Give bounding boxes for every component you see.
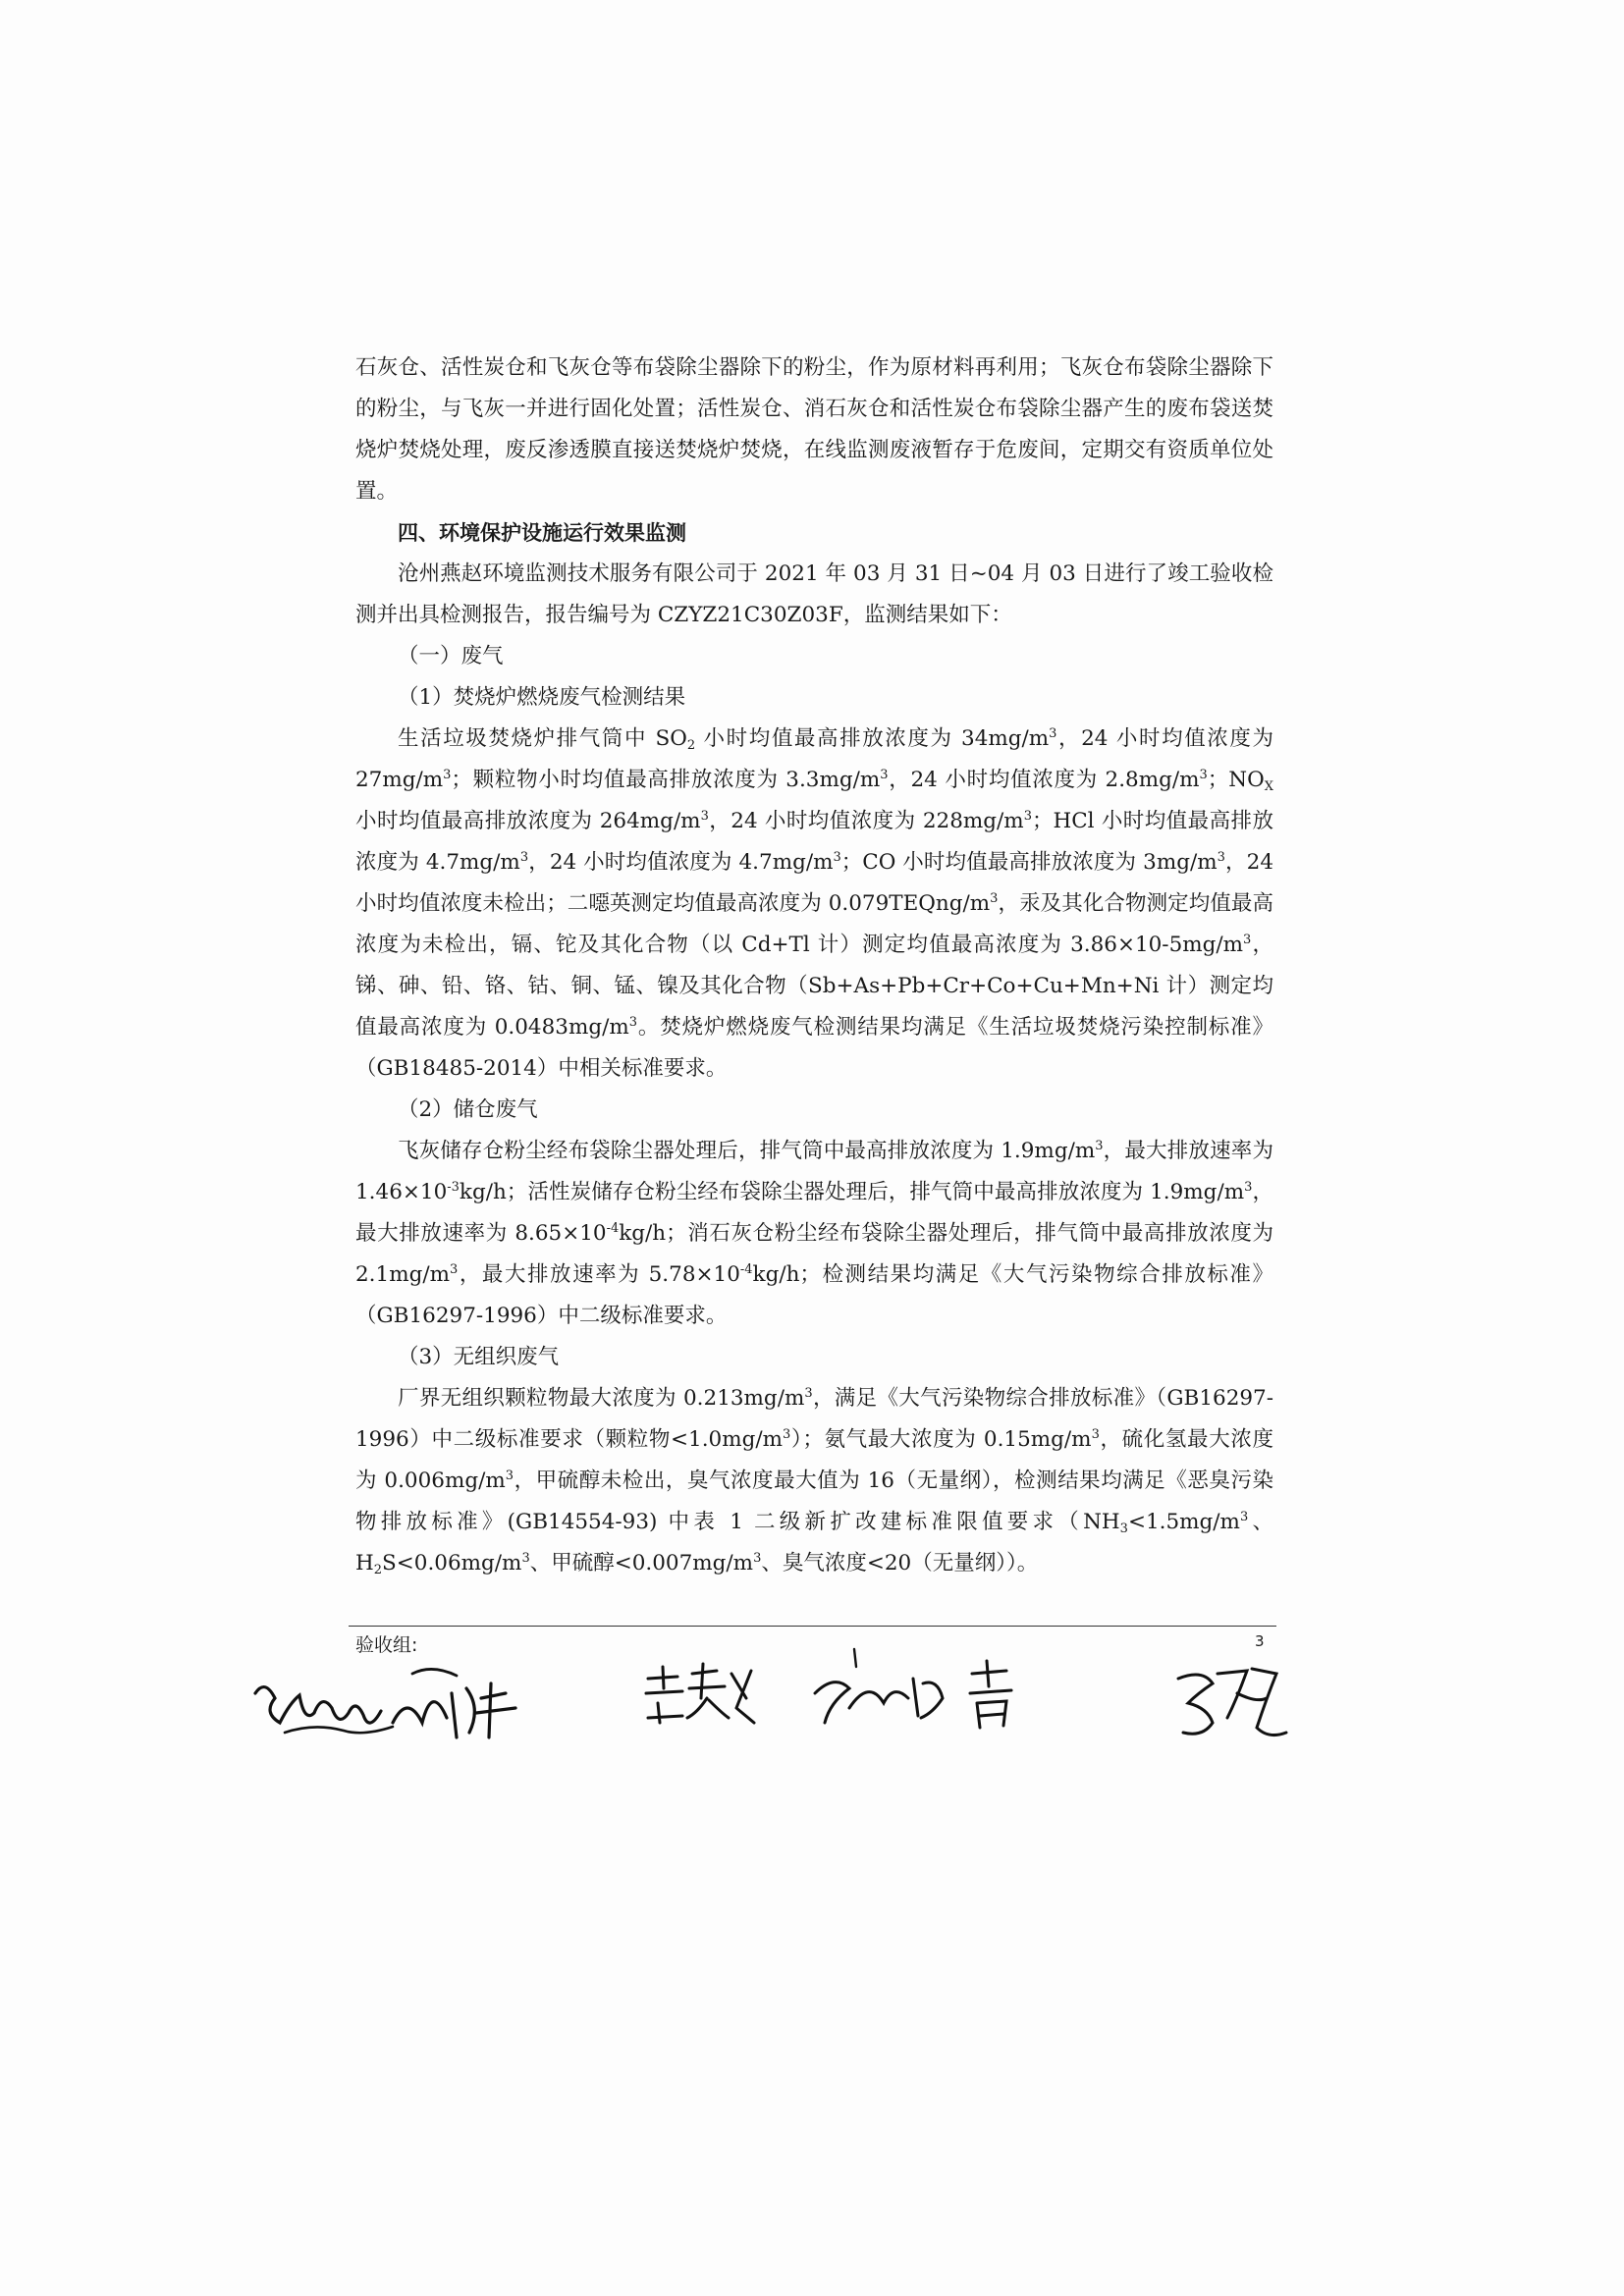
subheading-incinerator: （1）焚烧炉燃烧废气检测结果 <box>398 685 686 710</box>
paragraph-storage-results: 飞灰储存仓粉尘经布袋除尘器处理后，排气筒中最高排放浓度为 $1.9mg/m^3$，最大排放速率为 $1.46\times 10^{-3}kg/h$；活性炭储存仓粉尘经布袋除尘器处理后，排气筒中最高排放浓度为 $1.9mg/m^3$，最大排放速率为 $8.65\times 10^{-4}kg/h$；消石灰仓粉尘经布袋除尘器处理后，排气筒中最高排放浓度为 $2.1mg/m^3$，最大排放速率为 $5.78\times 10^{-4}kg/h$；检测结果均满足《大气污染物综合排放标准》（GB16297-1996）中二级标准要求。 <box>355 1139 1273 1328</box>
signature-area <box>245 1629 1326 1777</box>
signature-3 <box>795 1639 1051 1747</box>
footer-divider <box>349 1626 1276 1627</box>
signature-1 <box>245 1654 530 1762</box>
section-heading-monitoring: 四、环境保护设施运行效果监测 <box>398 521 686 545</box>
subheading-fugitive-gas: （3）无组织废气 <box>398 1345 560 1369</box>
paragraph-monitoring-intro: 沧州燕赵环境监测技术服务有限公司于 2021 年 03 月 31 日~04 月 03 日进行了竣工验收检测并出具检测报告，报告编号为 CZYZ21C30Z03F，监测结果如下： <box>355 561 1273 627</box>
paragraph-incinerator-results: 生活垃圾焚烧炉排气筒中 $SO_2$ 小时均值最高排放浓度为 $34mg/m^3$，24 小时均值浓度为 $27mg/m^3$；颗粒物小时均值最高排放浓度为 $3.3mg/m^3$，24 小时均值浓度为 $2.8mg/m^3$；$NO_X$ 小时均值最高排放浓度为 $264mg/m^3$，24 小时均值浓度为 $228mg/m^3$；HCl 小时均值最高排放浓度为 $4.7mg/m^3$，24 小时均值浓度为 $4.7mg/m^3$；CO 小时均值最高排放浓度为 $3mg/m^3$，24 小时均值浓度未检出；二噁英测定均值最高浓度为 $0.079TEQng/m^3$，汞及其化合物测定均值最高浓度为未检出，镉、铊及其化合物（以 Cd+Tl 计）测定均值最高浓度为 $3.86\times 10-5mg/m^3$，锑、砷、铅、铬、钴、铜、锰、镍及其化合物（Sb+As+Pb+Cr+Co+Cu+Mn+Ni 计）测定均值最高浓度为 $0.0483mg/m^3$。焚烧炉燃烧废气检测结果均满足《生活垃圾焚烧污染控制标准》（GB18485-2014）中相关标准要求。 <box>355 726 1273 1081</box>
signature-4 <box>1159 1649 1306 1757</box>
page-number: 3 <box>1255 1632 1265 1650</box>
subheading-storage-gas: （2）储仓废气 <box>398 1097 538 1122</box>
subheading-exhaust-gas: （一）废气 <box>398 644 504 668</box>
paragraph-solid-waste: 石灰仓、活性炭仓和飞灰仓等布袋除尘器除下的粉尘，作为原材料再利用；飞灰仓布袋除尘器除下的粉尘，与飞灰一并进行固化处置；活性炭仓、消石灰仓和活性炭仓布袋除尘器产生的废布袋送焚烧炉焚烧处理，废反渗透膜直接送焚烧炉焚烧，在线监测废液暂存于危废间，定期交有资质单位处置。 <box>355 355 1273 504</box>
acceptance-group-label: 验收组: <box>355 1634 418 1656</box>
body-text <box>355 347 1273 1584</box>
paragraph-fugitive-results: 厂界无组织颗粒物最大浓度为 $0.213mg/m^3$，满足《大气污染物综合排放标准》（GB16297-1996）中二级标准要求（颗粒物$<1.0mg/m^3$）；氨气最大浓度为 $0.15mg/m^3$，硫化氢最大浓度为 $0.006mg/m^3$，甲硫醇未检出，臭气浓度最大值为 16（无量纲），检测结果均满足《恶臭污染物排放标准》(GB14554-93) 中表 1 二级新扩改建标准限值要求（$NH_3<1.5mg/m^3$、$H_2S<0.06mg/m^3$、甲硫醇$<0.007mg/m^3$、臭气浓度<20（无量纲））。 <box>355 1386 1274 1577</box>
signature-2 <box>638 1659 766 1737</box>
